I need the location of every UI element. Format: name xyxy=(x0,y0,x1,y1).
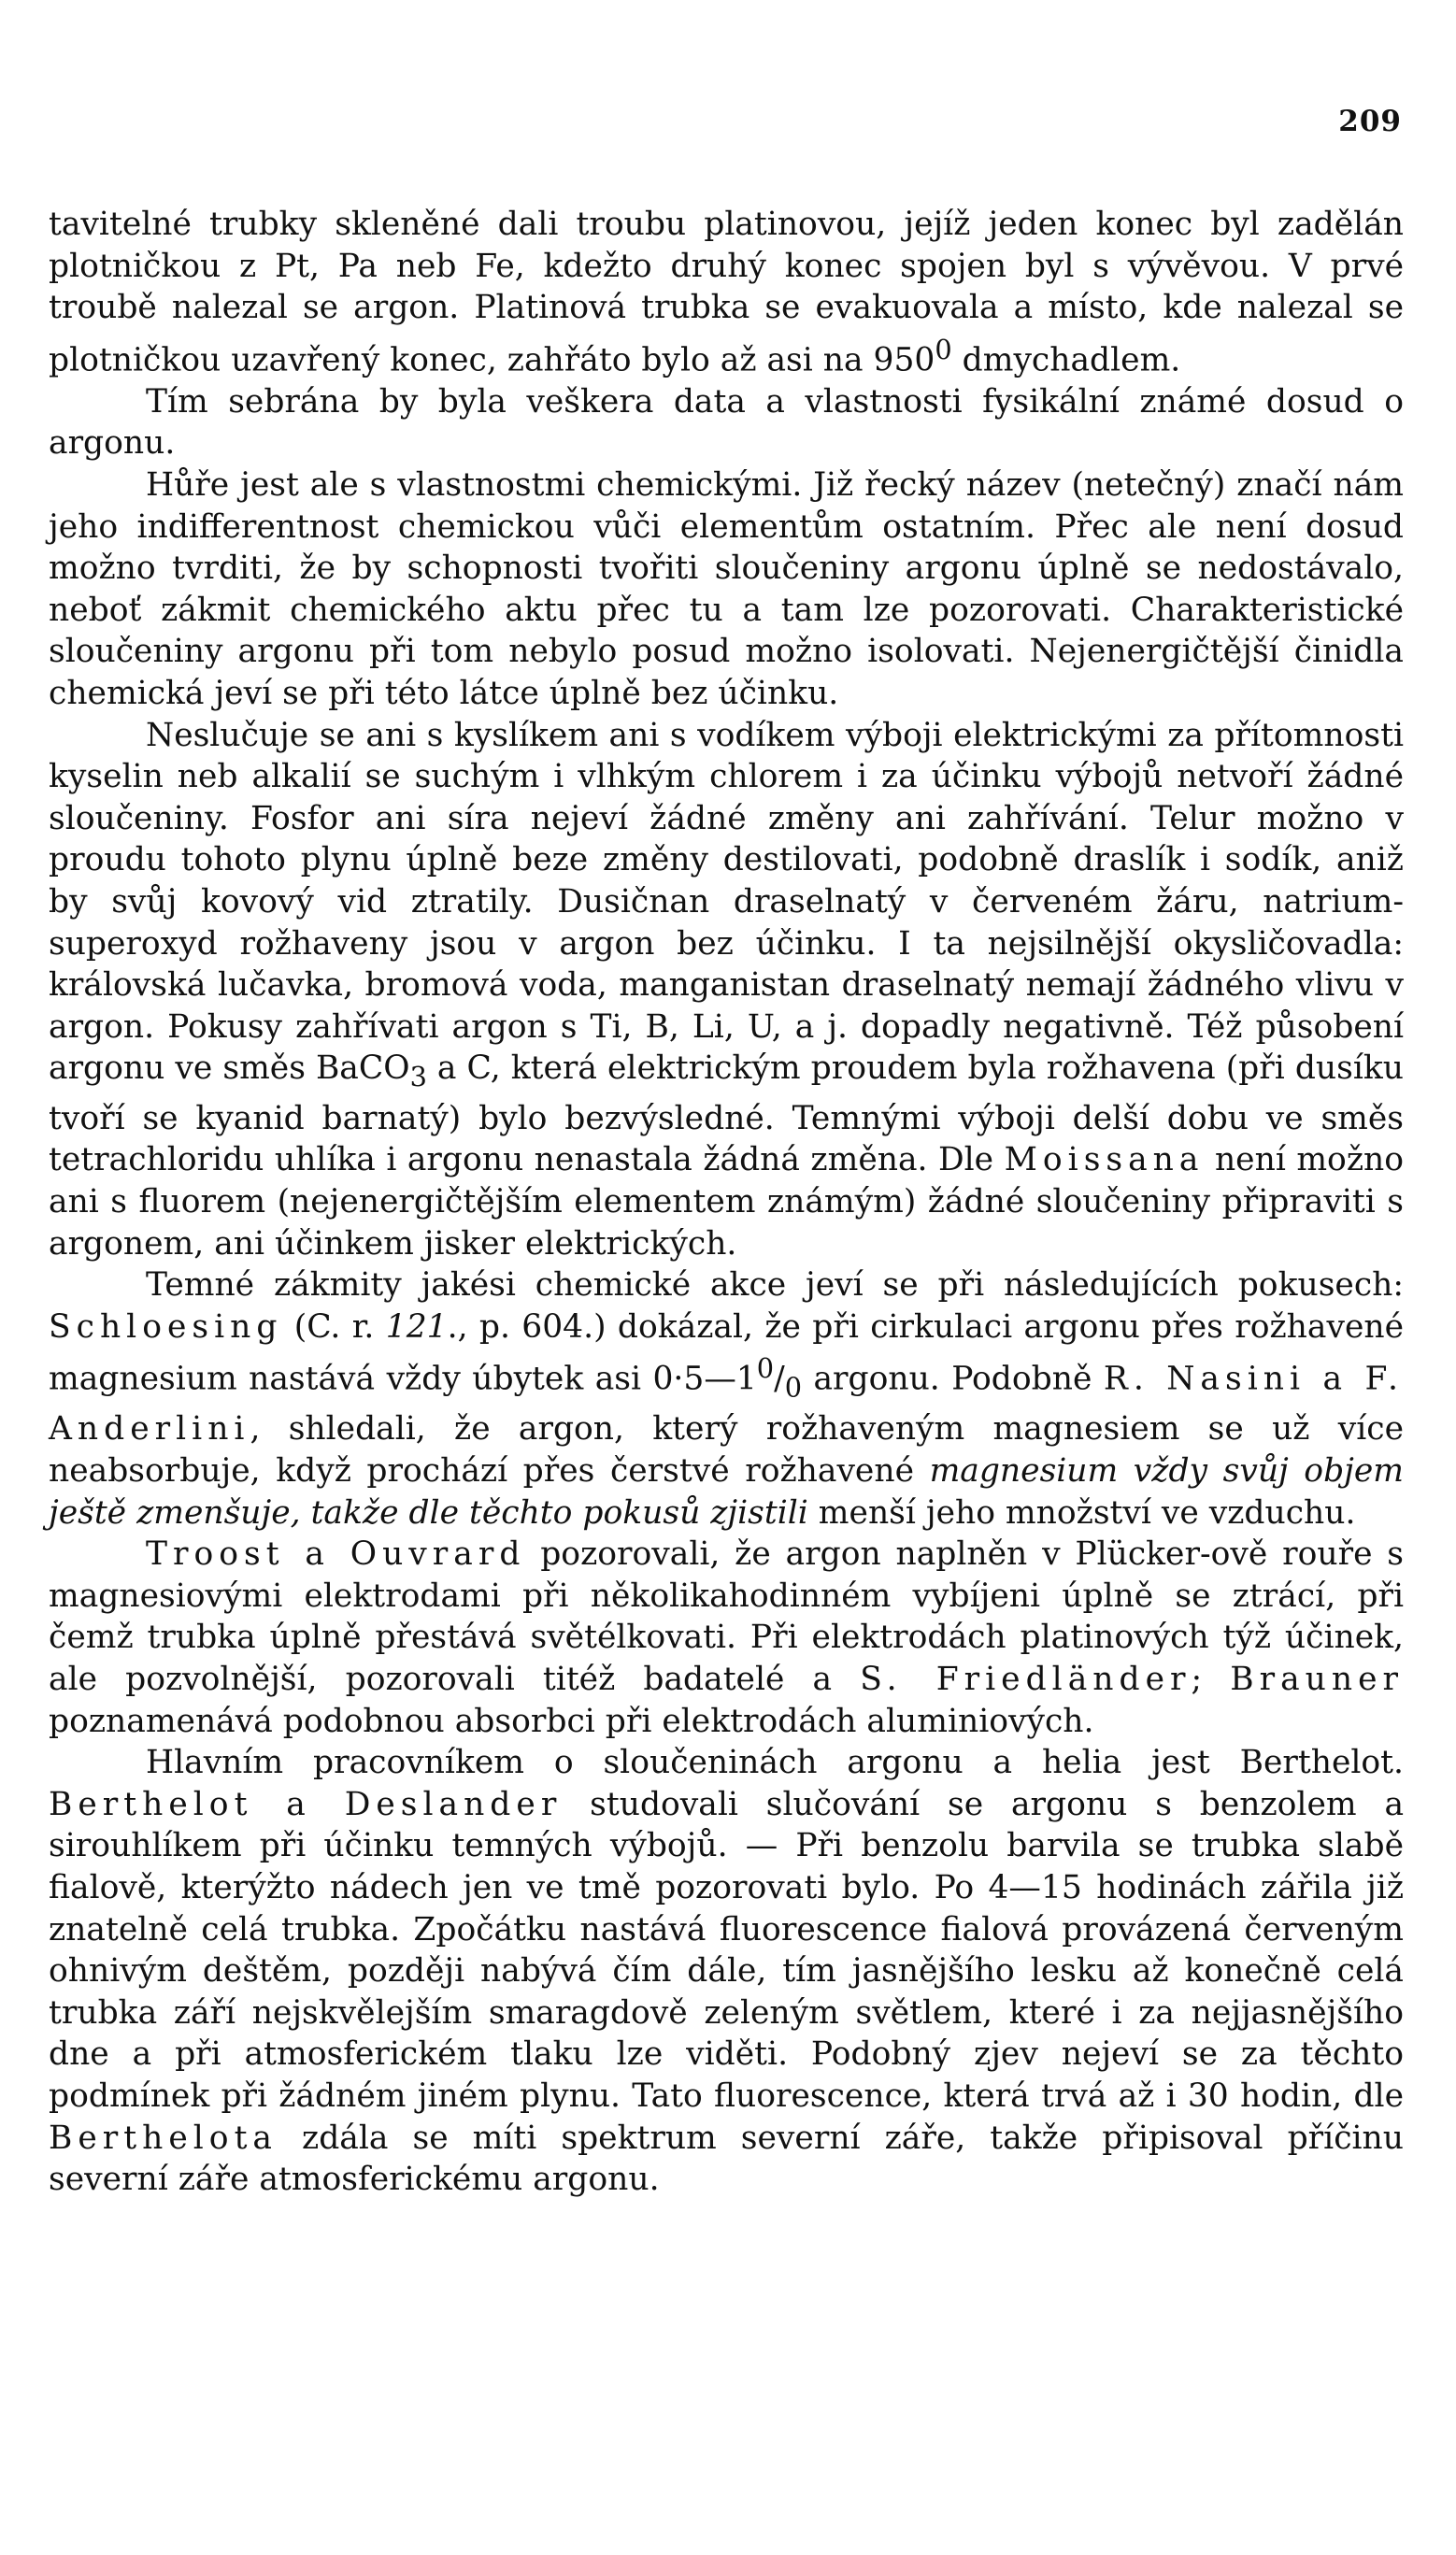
text-run: poznamenává podobnou absorbci při elektrodách aluminiových. xyxy=(49,1702,1094,1740)
italic-text: magnesium vždy svůj objem ještě zmenšuje, takže dle těchto pokusů zjistili xyxy=(49,1452,1404,1532)
text-run: argonu. Podobně xyxy=(802,1360,1104,1398)
text-run: Hůře jest ale s vlastnostmi chemickými. Již řecký název (netečný) značí nám jeho indifferentnost chemickou vůči elementům ostatním. Přec ale není dosud možno tvrditi, že by schopnosti tvořiti sloučeniny argonu úplně se nedostávalo, neboť zákmit chemického aktu přec tu a tam lze pozorovati. Charakteristické sloučeniny argonu při tom nebylo posud možno isolovati. Nejenergičtější činidla chemická jeví se při této látce úplně bez účinku. xyxy=(49,466,1404,713)
spaced-name: S. Friedländer xyxy=(860,1660,1192,1698)
paragraph xyxy=(49,1534,1404,1742)
text-run: ; xyxy=(1191,1660,1231,1698)
paragraph xyxy=(49,204,1404,381)
paragraph xyxy=(49,1742,1404,2201)
text-run: menší jeho množství ve vzduchu. xyxy=(807,1493,1356,1532)
paragraph xyxy=(49,715,1404,1265)
subscript: 3 xyxy=(409,1061,427,1093)
text-run: Temné zákmity jakési chemické akce jeví se při následujících pokusech: xyxy=(146,1266,1404,1305)
text-run: Neslučuje se ani s kyslíkem ani s vodíkem výboji elektrickými za přítomnosti kyselin neb alkalií se suchým i vlhkým chlorem i za účinku výbojů netvoří žádné sloučeniny. Fosfor ani síra nejeví žádné změny ani zahřívání. Telur možno v proudu tohoto plynu úplně beze změny destilovati, podobně draslík i sodík, aniž by svůj kovový vid ztratily. Dusičnan draselnatý v červeném žáru, natrium-superoxyd rožhaveny jsou v argon bez účinku. I ta nejsilnější okysličovadla: královská lučavka, bromová voda, manganistan draselnatý nemají žádného vlivu v argon. Pokusy zahřívati argon s Ti, B, Li, U, a j. dopadly negativně. Též působení argonu ve směs BaCO xyxy=(49,716,1404,1088)
body-text xyxy=(49,204,1404,2201)
text-run: studovali slučování se argonu s benzolem a sirouhlíkem při účinku temných výbojů. — Při benzolu barvila se trubka slabě fialově, kterýžto nádech jen ve tmě pozorovati bylo. Po 4—15 hodinách zářila již znatelně celá trubka. Zpočátku nastává fluorescence fialová provázená červeným ohnivým deštěm, později nabývá čím dále, tím jasnějšího lesku až konečně celá trubka září nejskvělejším smaragdově zeleným světlem, které i za nejjasnějšího dne a při atmosferickém tlaku lze viděti. Podobný zjev nejeví se za těchto podmínek při žádném jiném plynu. Tato fluorescence, která trvá až i 30 hodin, dle xyxy=(49,1785,1405,2115)
text-run: (C. r. xyxy=(282,1307,386,1346)
text-run: a C, která elektrickým proudem byla rožhavena (při dusíku tvoří se kyanid barnatý) bylo bezvýsledné. Temnými výboji delší dobu ve směs tetrachloridu uhlíka i argonu nenastala žádná změna. Dle xyxy=(49,1049,1404,1179)
spaced-name: Schloesing xyxy=(49,1307,283,1346)
text-run: Hlavním pracovníkem o sloučeninách argonu a helia jest Berthelot. xyxy=(146,1744,1404,1782)
spaced-name: Moissana xyxy=(1004,1141,1205,1179)
spaced-name: Troost a Ouvrard xyxy=(146,1535,526,1574)
subscript: 0 xyxy=(784,1371,802,1404)
text-run: dmychadlem. xyxy=(951,341,1181,379)
spaced-name: Berthelot a Deslander xyxy=(49,1785,563,1823)
text-run: pozorovali, že argon naplněn v Plücker-ově rouře s magnesiovými elektrodami při několikahodinném vybíjeni úplně se ztrácí, při čemž trubka úplně přestává světélkovati. Při elektrodách platinových týž účinek, ale pozvolnější, pozorovali titéž badatelé a xyxy=(49,1535,1404,1698)
text-run: není možno ani s fluorem (nejenergičtějším elementem známým) žádné sloučeniny připraviti s argonem, ani účinkem jisker elektrických. xyxy=(49,1141,1404,1263)
paragraph xyxy=(49,464,1404,715)
page-number: 209 xyxy=(1338,105,1402,138)
italic-text: 121 xyxy=(385,1307,448,1346)
spaced-name: R. Nasini a F. Anderlini xyxy=(49,1360,1404,1449)
text-run: ., p. 604.) dokázal, že při cirkulaci argonu přes rožhavené magnesium nastává vždy úbytek asi 0·5—1 xyxy=(49,1307,1404,1398)
text-run: Tím sebrána by byla veškera data a vlastnosti fysikální známé dosud o argonu. xyxy=(49,382,1404,463)
paragraph xyxy=(49,381,1404,464)
text-run: tavitelné trubky skleněné dali troubu platinovou, jejíž jeden konec byl zadělán plotničkou z Pt, Pa neb Fe, kdežto druhý konec spojen byl s vývěvou. V prvé troubě nalezal se argon. Platinová trubka se evakuovala a místo, kde nalezal se plotničkou uzavřený konec, zahřáto bylo až asi na 950 xyxy=(49,206,1404,379)
text-run: zdála se míti spektrum severní záře, takže připisoval příčinu severní záře atmosferickému argonu. xyxy=(49,2119,1404,2199)
spaced-name: Berthelota xyxy=(49,2119,278,2157)
text-run: , shledali, že argon, který rožhaveným magnesiem se už více neabsorbuje, když prochází přes čerstvé rožhavené xyxy=(49,1410,1404,1490)
superscript: 0 xyxy=(756,1352,775,1385)
superscript: 0 xyxy=(935,333,952,365)
paragraph xyxy=(49,1264,1404,1534)
spaced-name: Brauner xyxy=(1230,1660,1404,1698)
text-run: / xyxy=(774,1360,785,1398)
